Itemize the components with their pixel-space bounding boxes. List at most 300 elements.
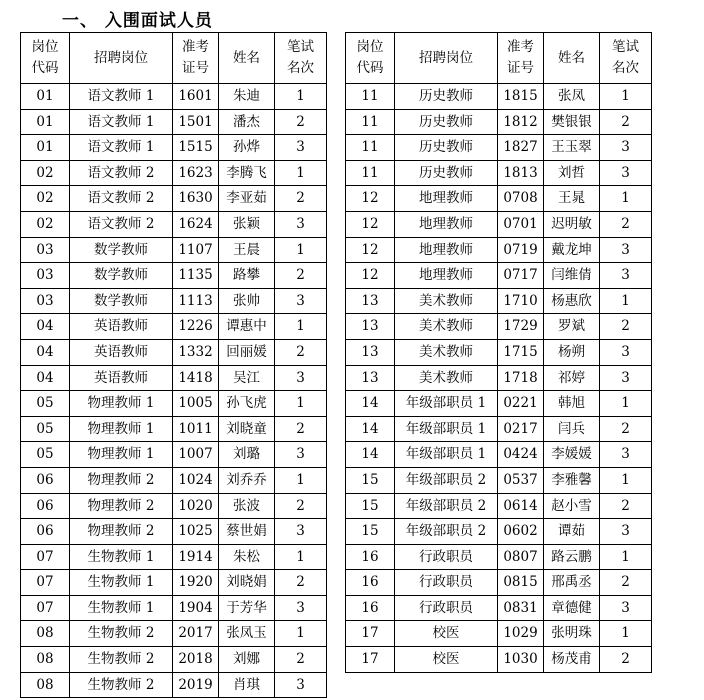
job-title-cell: 语文教师 1: [70, 135, 173, 161]
table-row: [21, 160, 327, 186]
job-title-cell: 年级部职员 2: [395, 493, 498, 519]
position-code-cell: 07: [21, 595, 70, 621]
candidate-name-cell: 闫维倩: [544, 263, 600, 289]
position-code-cell: 17: [346, 621, 395, 647]
position-code-cell: 04: [21, 365, 70, 391]
job-title-cell: 历史教师: [395, 109, 498, 135]
candidate-name-cell: 张凤: [544, 84, 600, 110]
header-position-code: [21, 33, 70, 84]
written-rank-cell: 3: [600, 339, 652, 365]
table-row: [21, 672, 327, 698]
candidate-name-cell: 路攀: [219, 263, 275, 289]
position-code-cell: 03: [21, 237, 70, 263]
table-row: [346, 544, 652, 570]
position-code-cell: 13: [346, 314, 395, 340]
header-candidate-name: [544, 33, 600, 84]
exam-number-cell: 0537: [498, 467, 544, 493]
job-title-cell: 英语教师: [70, 314, 173, 340]
exam-number-cell: 0807: [498, 544, 544, 570]
header-label: 名次: [287, 60, 314, 76]
table-row: [346, 263, 652, 289]
position-code-cell: 06: [21, 519, 70, 545]
job-title-cell: 地理教师: [395, 211, 498, 237]
table-row: [21, 288, 327, 314]
written-rank-cell: 2: [275, 263, 327, 289]
position-code-cell: 11: [346, 160, 395, 186]
written-rank-cell: 2: [600, 647, 652, 673]
candidate-name-cell: 回丽媛: [219, 339, 275, 365]
candidate-name-cell: 樊银银: [544, 109, 600, 135]
header-job-title: [70, 33, 173, 84]
position-code-cell: 02: [21, 160, 70, 186]
written-rank-cell: 2: [275, 186, 327, 212]
written-rank-cell: 3: [600, 263, 652, 289]
exam-number-cell: 1226: [173, 314, 219, 340]
table-row: [346, 84, 652, 110]
position-code-cell: 13: [346, 365, 395, 391]
job-title-cell: 语文教师 1: [70, 109, 173, 135]
table-row: [21, 467, 327, 493]
position-code-cell: 14: [346, 391, 395, 417]
table-row: [346, 365, 652, 391]
table-row: [21, 621, 327, 647]
job-title-cell: 年级部职员 1: [395, 416, 498, 442]
job-title-cell: 生物教师 2: [70, 647, 173, 673]
position-code-cell: 16: [346, 570, 395, 596]
exam-number-cell: 0831: [498, 595, 544, 621]
job-title-cell: 年级部职员 2: [395, 519, 498, 545]
job-title-cell: 生物教师 1: [70, 570, 173, 596]
candidate-name-cell: 迟明敏: [544, 211, 600, 237]
position-code-cell: 05: [21, 416, 70, 442]
job-title-cell: 数学教师: [70, 263, 173, 289]
position-code-cell: 08: [21, 647, 70, 673]
exam-number-cell: 1815: [498, 84, 544, 110]
header-label: 姓名: [558, 49, 585, 66]
written-rank-cell: 1: [600, 288, 652, 314]
position-code-cell: 02: [21, 211, 70, 237]
header-written-rank: [600, 33, 652, 84]
exam-number-cell: 1005: [173, 391, 219, 417]
job-title-cell: 语文教师 2: [70, 211, 173, 237]
written-rank-cell: 2: [600, 109, 652, 135]
candidate-name-cell: 潘杰: [219, 109, 275, 135]
exam-number-cell: 1624: [173, 211, 219, 237]
position-code-cell: 15: [346, 493, 395, 519]
job-title-cell: 年级部职员 2: [395, 467, 498, 493]
exam-number-cell: 1135: [173, 263, 219, 289]
header-job-title: [395, 33, 498, 84]
table-row: [346, 467, 652, 493]
exam-number-cell: 1113: [173, 288, 219, 314]
header-exam-number: [498, 33, 544, 84]
table-row: [346, 391, 652, 417]
header-label: 笔试: [612, 39, 639, 55]
job-title-cell: 行政职员: [395, 544, 498, 570]
candidate-name-cell: 杨茂甫: [544, 647, 600, 673]
exam-number-cell: 0221: [498, 391, 544, 417]
exam-number-cell: 1729: [498, 314, 544, 340]
exam-number-cell: 1601: [173, 84, 219, 110]
candidate-name-cell: 谭惠中: [219, 314, 275, 340]
written-rank-cell: 2: [600, 314, 652, 340]
candidate-name-cell: 赵小雪: [544, 493, 600, 519]
position-code-cell: 12: [346, 237, 395, 263]
candidate-name-cell: 张帅: [219, 288, 275, 314]
header-label: 代码: [31, 60, 59, 76]
table-row: [346, 621, 652, 647]
exam-number-cell: 0614: [498, 493, 544, 519]
table-row: [21, 186, 327, 212]
exam-number-cell: 1107: [173, 237, 219, 263]
table-row: [346, 339, 652, 365]
section-title: 一、 入围面试人员: [62, 11, 213, 31]
position-code-cell: 03: [21, 288, 70, 314]
job-title-cell: 地理教师: [395, 237, 498, 263]
table-row: [346, 416, 652, 442]
header-label: 岗位: [356, 39, 384, 55]
written-rank-cell: 1: [600, 621, 652, 647]
candidate-name-cell: 邢禹丞: [544, 570, 600, 596]
header-label: 笔试: [287, 39, 314, 55]
candidate-name-cell: 刘娜: [219, 647, 275, 673]
candidate-name-cell: 张波: [219, 493, 275, 519]
written-rank-cell: 2: [275, 647, 327, 673]
job-title-cell: 物理教师 2: [70, 493, 173, 519]
written-rank-cell: 2: [600, 570, 652, 596]
position-code-cell: 01: [21, 135, 70, 161]
candidate-name-cell: 刘晓童: [219, 416, 275, 442]
exam-number-cell: 1007: [173, 442, 219, 468]
job-title-cell: 语文教师 1: [70, 84, 173, 110]
position-code-cell: 04: [21, 314, 70, 340]
candidate-name-cell: 张颖: [219, 211, 275, 237]
job-title-cell: 生物教师 1: [70, 595, 173, 621]
exam-number-cell: 0424: [498, 442, 544, 468]
written-rank-cell: 3: [600, 160, 652, 186]
exam-number-cell: 1515: [173, 135, 219, 161]
exam-number-cell: 1020: [173, 493, 219, 519]
written-rank-cell: 2: [600, 211, 652, 237]
position-code-cell: 13: [346, 339, 395, 365]
candidate-name-cell: 杨惠欣: [544, 288, 600, 314]
table-row: [21, 493, 327, 519]
job-title-cell: 物理教师 2: [70, 519, 173, 545]
header-position-code: [346, 33, 395, 84]
header-label: 代码: [356, 60, 384, 76]
job-title-cell: 地理教师: [395, 263, 498, 289]
exam-number-cell: 1827: [498, 135, 544, 161]
written-rank-cell: 3: [275, 442, 327, 468]
exam-number-cell: 0717: [498, 263, 544, 289]
table-row: [346, 493, 652, 519]
table-row: [21, 544, 327, 570]
written-rank-cell: 3: [275, 672, 327, 698]
job-title-cell: 数学教师: [70, 288, 173, 314]
job-title-cell: 英语教师: [70, 365, 173, 391]
candidate-name-cell: 肖琪: [219, 672, 275, 698]
exam-number-cell: 0217: [498, 416, 544, 442]
table-row: [346, 595, 652, 621]
candidate-name-cell: 张凤玉: [219, 621, 275, 647]
job-title-cell: 历史教师: [395, 135, 498, 161]
candidate-name-cell: 张明珠: [544, 621, 600, 647]
candidate-name-cell: 蔡世娟: [219, 519, 275, 545]
exam-number-cell: 1904: [173, 595, 219, 621]
job-title-cell: 校医: [395, 647, 498, 673]
candidate-name-cell: 吴江: [219, 365, 275, 391]
candidate-name-cell: 刘晓娟: [219, 570, 275, 596]
table-row: [21, 135, 327, 161]
table-row: [21, 391, 327, 417]
exam-number-cell: 2018: [173, 647, 219, 673]
position-code-cell: 17: [346, 647, 395, 673]
exam-number-cell: 1501: [173, 109, 219, 135]
position-code-cell: 06: [21, 493, 70, 519]
table-row: [346, 442, 652, 468]
table-row: [21, 647, 327, 673]
table-row: [346, 570, 652, 596]
table-row: [346, 519, 652, 545]
written-rank-cell: 1: [600, 467, 652, 493]
table-row: [21, 263, 327, 289]
header-candidate-name: [219, 33, 275, 84]
exam-number-cell: 1623: [173, 160, 219, 186]
job-title-cell: 美术教师: [395, 365, 498, 391]
table-row: [346, 109, 652, 135]
job-title-cell: 美术教师: [395, 288, 498, 314]
written-rank-cell: 1: [275, 237, 327, 263]
written-rank-cell: 1: [600, 544, 652, 570]
exam-number-cell: 1630: [173, 186, 219, 212]
table-header-row: [21, 33, 327, 84]
position-code-cell: 15: [346, 519, 395, 545]
candidate-name-cell: 戴龙坤: [544, 237, 600, 263]
exam-number-cell: 1710: [498, 288, 544, 314]
written-rank-cell: 1: [275, 621, 327, 647]
exam-number-cell: 0602: [498, 519, 544, 545]
table-row: [346, 237, 652, 263]
candidate-name-cell: 王晨: [219, 237, 275, 263]
candidate-name-cell: 孙飞虎: [219, 391, 275, 417]
candidate-name-cell: 孙烨: [219, 135, 275, 161]
written-rank-cell: 3: [275, 211, 327, 237]
written-rank-cell: 1: [275, 391, 327, 417]
candidate-name-cell: 章德健: [544, 595, 600, 621]
header-label: 准考: [507, 39, 534, 55]
table-row: [346, 160, 652, 186]
table-row: [21, 314, 327, 340]
candidate-name-cell: 刘璐: [219, 442, 275, 468]
exam-number-cell: 1030: [498, 647, 544, 673]
table-row: [21, 339, 327, 365]
exam-number-cell: 1418: [173, 365, 219, 391]
job-title-cell: 行政职员: [395, 570, 498, 596]
job-title-cell: 语文教师 2: [70, 186, 173, 212]
table-row: [346, 288, 652, 314]
exam-number-cell: 1920: [173, 570, 219, 596]
candidates-table-right: [345, 32, 652, 673]
table-row: [346, 186, 652, 212]
table-row: [21, 109, 327, 135]
table-row: [21, 519, 327, 545]
header-exam-number: [173, 33, 219, 84]
candidate-name-cell: 罗斌: [544, 314, 600, 340]
candidate-name-cell: 刘哲: [544, 160, 600, 186]
header-label: 名次: [612, 60, 639, 76]
written-rank-cell: 2: [275, 109, 327, 135]
job-title-cell: 英语教师: [70, 339, 173, 365]
written-rank-cell: 2: [275, 570, 327, 596]
written-rank-cell: 2: [600, 416, 652, 442]
job-title-cell: 地理教师: [395, 186, 498, 212]
position-code-cell: 06: [21, 467, 70, 493]
candidate-name-cell: 谭茹: [544, 519, 600, 545]
table-row: [21, 211, 327, 237]
written-rank-cell: 1: [275, 160, 327, 186]
table-row: [346, 135, 652, 161]
table-row: [21, 365, 327, 391]
table-row: [21, 595, 327, 621]
header-label: 姓名: [233, 49, 260, 66]
exam-number-cell: 1332: [173, 339, 219, 365]
written-rank-cell: 1: [600, 391, 652, 417]
candidate-name-cell: 闫兵: [544, 416, 600, 442]
job-title-cell: 年级部职员 1: [395, 442, 498, 468]
written-rank-cell: 1: [275, 84, 327, 110]
job-title-cell: 生物教师 1: [70, 544, 173, 570]
header-written-rank: [275, 33, 327, 84]
exam-number-cell: 1029: [498, 621, 544, 647]
candidate-name-cell: 李亚茹: [219, 186, 275, 212]
position-code-cell: 11: [346, 135, 395, 161]
position-code-cell: 14: [346, 416, 395, 442]
written-rank-cell: 3: [275, 288, 327, 314]
header-label: 准考: [182, 39, 209, 55]
table-row: [346, 211, 652, 237]
job-title-cell: 校医: [395, 621, 498, 647]
table-row: [21, 237, 327, 263]
position-code-cell: 12: [346, 186, 395, 212]
job-title-cell: 美术教师: [395, 339, 498, 365]
candidate-name-cell: 李雅馨: [544, 467, 600, 493]
job-title-cell: 历史教师: [395, 160, 498, 186]
candidate-name-cell: 李腾飞: [219, 160, 275, 186]
job-title-cell: 物理教师 1: [70, 442, 173, 468]
job-title-cell: 美术教师: [395, 314, 498, 340]
exam-number-cell: 2017: [173, 621, 219, 647]
exam-number-cell: 1813: [498, 160, 544, 186]
written-rank-cell: 3: [275, 135, 327, 161]
position-code-cell: 08: [21, 672, 70, 698]
candidate-name-cell: 祁婷: [544, 365, 600, 391]
candidate-name-cell: 朱松: [219, 544, 275, 570]
job-title-cell: 年级部职员 1: [395, 391, 498, 417]
written-rank-cell: 3: [600, 519, 652, 545]
position-code-cell: 07: [21, 570, 70, 596]
written-rank-cell: 3: [600, 237, 652, 263]
exam-number-cell: 1718: [498, 365, 544, 391]
table-header-row: [346, 33, 652, 84]
exam-number-cell: 0719: [498, 237, 544, 263]
position-code-cell: 11: [346, 84, 395, 110]
position-code-cell: 05: [21, 391, 70, 417]
position-code-cell: 13: [346, 288, 395, 314]
job-title-cell: 物理教师 1: [70, 391, 173, 417]
candidate-name-cell: 韩旭: [544, 391, 600, 417]
written-rank-cell: 1: [275, 467, 327, 493]
written-rank-cell: 1: [600, 186, 652, 212]
job-title-cell: 语文教师 2: [70, 160, 173, 186]
position-code-cell: 14: [346, 442, 395, 468]
exam-number-cell: 0701: [498, 211, 544, 237]
written-rank-cell: 1: [600, 84, 652, 110]
header-label: 岗位: [31, 39, 59, 55]
job-title-cell: 数学教师: [70, 237, 173, 263]
exam-number-cell: 1025: [173, 519, 219, 545]
written-rank-cell: 3: [275, 595, 327, 621]
job-title-cell: 生物教师 2: [70, 621, 173, 647]
job-title-cell: 生物教师 2: [70, 672, 173, 698]
table-row: [21, 416, 327, 442]
position-code-cell: 04: [21, 339, 70, 365]
candidate-name-cell: 路云鹏: [544, 544, 600, 570]
table-row: [346, 314, 652, 340]
written-rank-cell: 2: [275, 339, 327, 365]
exam-number-cell: 1914: [173, 544, 219, 570]
position-code-cell: 01: [21, 84, 70, 110]
exam-number-cell: 1011: [173, 416, 219, 442]
job-title-cell: 历史教师: [395, 84, 498, 110]
header-label: 证号: [507, 60, 534, 76]
position-code-cell: 07: [21, 544, 70, 570]
job-title-cell: 物理教师 1: [70, 416, 173, 442]
written-rank-cell: 3: [600, 135, 652, 161]
position-code-cell: 03: [21, 263, 70, 289]
candidates-table-left: [20, 32, 327, 698]
position-code-cell: 12: [346, 211, 395, 237]
position-code-cell: 12: [346, 263, 395, 289]
exam-number-cell: 1715: [498, 339, 544, 365]
exam-number-cell: 1024: [173, 467, 219, 493]
job-title-cell: 行政职员: [395, 595, 498, 621]
written-rank-cell: 2: [600, 493, 652, 519]
written-rank-cell: 2: [275, 493, 327, 519]
position-code-cell: 05: [21, 442, 70, 468]
candidate-name-cell: 刘乔乔: [219, 467, 275, 493]
exam-number-cell: 2019: [173, 672, 219, 698]
table-row: [21, 442, 327, 468]
table-row: [346, 647, 652, 673]
candidate-name-cell: 杨朔: [544, 339, 600, 365]
header-label: 招聘岗位: [419, 49, 473, 66]
candidate-name-cell: 于芳华: [219, 595, 275, 621]
table-row: [21, 570, 327, 596]
candidate-name-cell: 王晁: [544, 186, 600, 212]
position-code-cell: 16: [346, 595, 395, 621]
candidate-name-cell: 朱迪: [219, 84, 275, 110]
exam-number-cell: 0708: [498, 186, 544, 212]
position-code-cell: 15: [346, 467, 395, 493]
position-code-cell: 08: [21, 621, 70, 647]
job-title-cell: 物理教师 2: [70, 467, 173, 493]
candidate-name-cell: 李媛媛: [544, 442, 600, 468]
position-code-cell: 02: [21, 186, 70, 212]
candidate-name-cell: 王玉翠: [544, 135, 600, 161]
exam-number-cell: 0815: [498, 570, 544, 596]
written-rank-cell: 3: [600, 595, 652, 621]
header-label: 证号: [182, 60, 209, 76]
